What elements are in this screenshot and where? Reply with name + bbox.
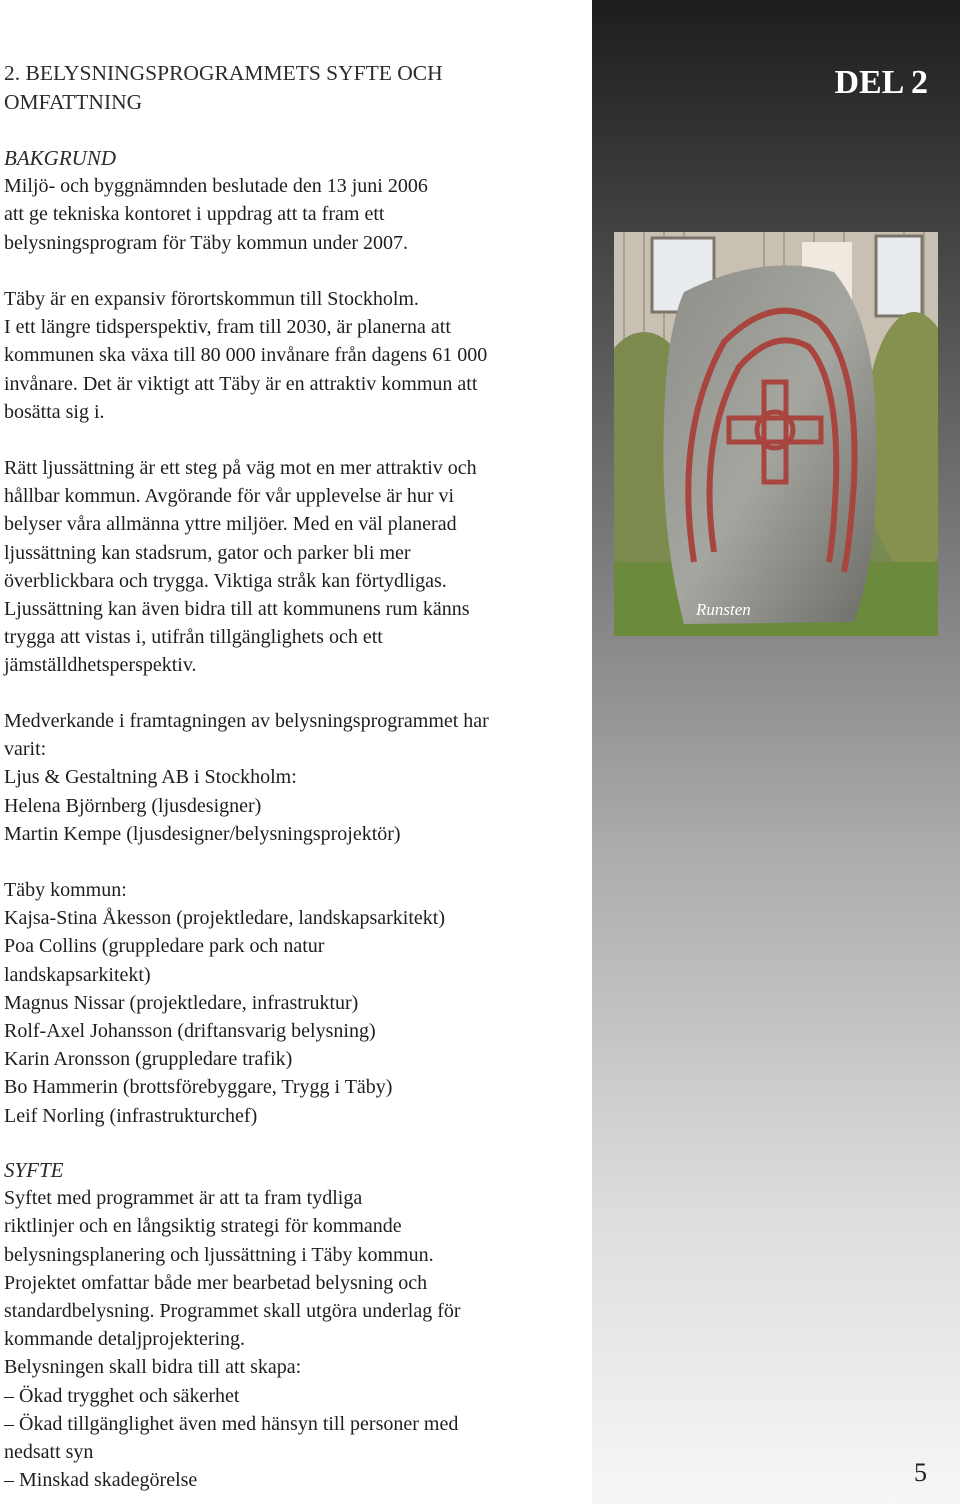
text-line: Rolf-Axel Johansson (driftansvarig belysning) — [4, 1020, 376, 1043]
text-line: belysningsprogram för Täby kommun under 2007. — [4, 231, 409, 254]
page-title-line: 2. BELYSNINGSPROGRAMMETS SYFTE OCH — [4, 61, 443, 85]
text-line: Bo Hammerin (brottsförebyggare, Trygg i Täby) — [4, 1076, 393, 1099]
text-line: Karin Aronsson (gruppledare trafik) — [4, 1048, 293, 1071]
page-number: 5 — [914, 1458, 927, 1487]
text-line: varit: — [4, 738, 47, 761]
text-line: Magnus Nissar (projektledare, infrastruktur) — [4, 991, 359, 1014]
text-line: nedsatt syn — [4, 1441, 94, 1464]
text-line: Syftet med programmet är att ta fram tydliga — [4, 1187, 363, 1210]
section-syfte — [4, 1156, 588, 1494]
text-line: standardbelysning. Programmet skall utgöra underlag för — [4, 1300, 461, 1323]
text-line: Ljussättning kan även bidra till att kommunens rum känns — [4, 598, 470, 621]
list-item: – Minskad skadegörelse — [4, 1469, 198, 1492]
text-line: Helena Björnberg (ljusdesigner) — [4, 794, 262, 817]
text-line: Leif Norling (infrastrukturchef) — [4, 1104, 258, 1127]
text-line: jämställdhetsperspektiv. — [4, 654, 197, 677]
text-line: Täby är en expansiv förortskommun till Stockholm. — [4, 288, 419, 310]
text-line: hållbar kommun. Avgörande för vår upplevelse är hur vi — [4, 485, 455, 508]
text-line: Miljö- och byggnämnden beslutade den 13 juni 2006 — [4, 175, 428, 198]
sidebar-panel — [592, 0, 960, 1504]
text-line: Medverkande i framtagningen av belysningsprogrammet har — [4, 710, 489, 732]
contributors-list — [4, 707, 588, 848]
text-line: Kajsa-Stina Åkesson (projektledare, landskapsarkitekt) — [4, 907, 445, 930]
text-line: kommunen ska växa till 80 000 invånare från dagens 61 000 — [4, 344, 488, 367]
text-line: Belysningen skall bidra till att skapa: — [4, 1356, 302, 1379]
text-line: belyser våra allmänna yttre miljöer. Med en väl planerad — [4, 513, 457, 536]
text-line: att ge tekniska kontoret i uppdrag att ta fram ett — [4, 203, 385, 226]
paragraph-lighting — [4, 454, 588, 680]
text-line: belysningsplanering och ljussättning i Täby kommun. — [4, 1243, 434, 1266]
text-line: Rätt ljussättning är ett steg på väg mot en mer attraktiv och — [4, 457, 477, 479]
paragraph-expansion — [4, 285, 588, 426]
text-line: kommande detaljprojektering. — [4, 1328, 246, 1351]
text-line: Ljus & Gestaltning AB i Stockholm: — [4, 766, 297, 789]
text-line: överblickbara och trygga. Viktiga stråk kan förtydligas. — [4, 569, 447, 592]
text-line: ljussättning kan stadsrum, gator och parker bli mer — [4, 541, 411, 564]
text-line: Poa Collins (gruppledare park och natur — [4, 935, 325, 958]
section-heading: SYFTE — [4, 1158, 64, 1182]
list-item: – Ökad trygghet och säkerhet — [4, 1384, 240, 1407]
text-line: landskapsarkitekt) — [4, 963, 151, 986]
section-label: DEL 2 — [834, 64, 928, 101]
list-item: – Ökad tillgänglighet även med hänsyn till personer med — [4, 1412, 459, 1435]
page-title-line: OMFATTNING — [4, 89, 143, 114]
text-line: trygga att vistas i, utifrån tillgänglighets och ett — [4, 626, 383, 649]
text-line: riktlinjer och en långsiktig strategi för kommande — [4, 1215, 402, 1238]
runestone-photo — [614, 232, 938, 636]
text-line: invånare. Det är viktigt att Täby är en attraktiv kommun att — [4, 372, 478, 395]
photo-caption: Runsten — [696, 600, 751, 619]
text-line: bosätta sig i. — [4, 400, 105, 423]
section-heading: BAKGRUND — [4, 146, 116, 170]
text-line: Martin Kempe (ljusdesigner/belysningsprojektör) — [4, 822, 401, 845]
text-line: I ett längre tidsperspektiv, fram till 2030, är planerna att — [4, 316, 451, 339]
page-title — [4, 59, 564, 116]
section-bakgrund — [4, 144, 588, 257]
text-line: Täby kommun: — [4, 879, 127, 901]
runestone-illustration — [614, 232, 938, 636]
taby-contributors — [4, 876, 588, 1130]
text-line: Projektet omfattar både mer bearbetad belysning och — [4, 1271, 428, 1294]
